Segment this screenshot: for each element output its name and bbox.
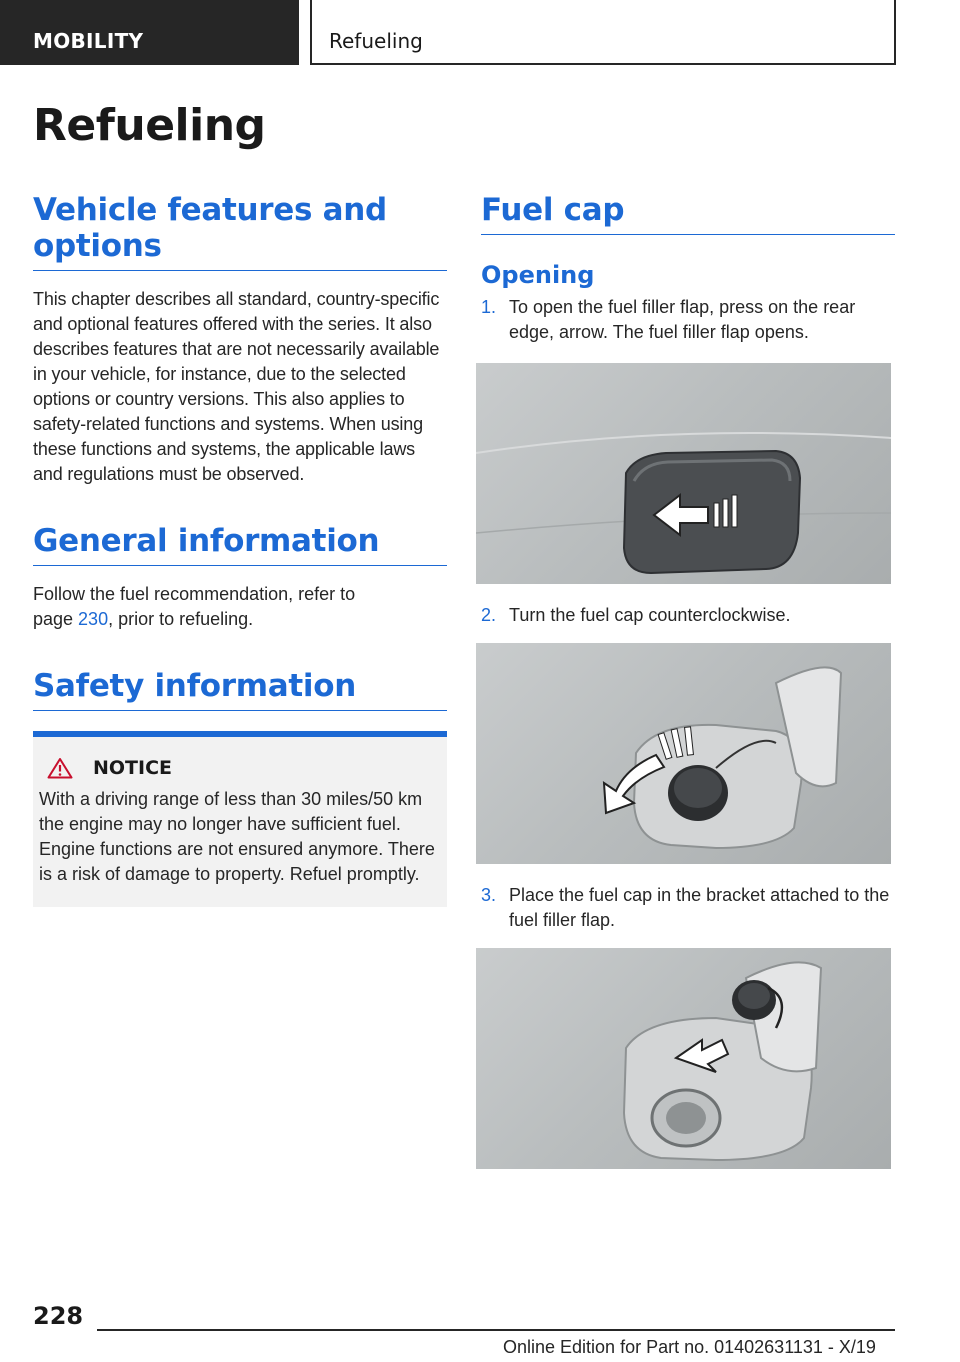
footer-divider bbox=[97, 1329, 895, 1331]
notice-header bbox=[47, 757, 439, 779]
header-section-tab bbox=[0, 0, 299, 65]
footer-edition: Online Edition for Part no. 01402631131 - X/19 bbox=[503, 1337, 876, 1357]
vehicle-features-body: This chapter describes all standard, country-specific and optional features offered with the series. It also describes features that are not necessarily available in your vehicle, for instance, due to the selected options or country versions. This also applies to safety-related functions and systems. When using these functions and systems, the applicable laws and regulations must be observed. bbox=[33, 289, 440, 484]
opening-subheading: Opening bbox=[481, 261, 595, 289]
general-information-text: Follow the fuel recommendation, refer to page bbox=[33, 584, 356, 629]
step-text: To open the fuel filler flap, press on the rear edge, arrow. The fuel filler flap opens. bbox=[509, 297, 856, 342]
step-number: 3. bbox=[481, 885, 497, 905]
general-information-body bbox=[33, 582, 393, 632]
step-number: 1. bbox=[481, 297, 497, 317]
fuel-flap-press-image bbox=[476, 363, 891, 584]
notice-body: With a driving range of less than 30 miles/50 km the engine may no longer have sufficient fuel. Engine functions are not ensured anymore. There is a risk of damage to property. Refuel promptly. bbox=[39, 789, 435, 884]
vehicle-features-heading: Vehicle features and options bbox=[33, 192, 447, 271]
general-information-heading: General information bbox=[33, 523, 447, 566]
right-column bbox=[481, 192, 895, 345]
header-chapter-tab bbox=[310, 0, 896, 65]
step-number: 2. bbox=[481, 605, 497, 625]
fuel-cap-heading: Fuel cap bbox=[481, 192, 895, 235]
fuel-cap-turn-image bbox=[476, 643, 891, 864]
step-text: Turn the fuel cap counterclockwise. bbox=[509, 605, 791, 625]
page-number: 228 bbox=[33, 1302, 84, 1330]
step-3 bbox=[481, 883, 895, 933]
left-column bbox=[33, 192, 447, 907]
step-text: Place the fuel cap in the bracket attached to the fuel filler flap. bbox=[509, 885, 890, 930]
page-reference-link[interactable]: 230 bbox=[78, 609, 109, 629]
page-title: Refueling bbox=[33, 100, 266, 151]
fuel-cap-bracket-image bbox=[476, 948, 891, 1169]
header-section-label: MOBILITY bbox=[33, 29, 144, 53]
safety-information-heading: Safety information bbox=[33, 668, 447, 711]
notice-box bbox=[33, 731, 447, 907]
step-1 bbox=[481, 295, 895, 345]
notice-label: NOTICE bbox=[93, 757, 173, 779]
warning-triangle-icon bbox=[47, 757, 73, 779]
general-information-text-end: , prior to refueling. bbox=[108, 609, 254, 629]
header-chapter-label: Refueling bbox=[329, 29, 423, 53]
step-2 bbox=[481, 603, 895, 628]
